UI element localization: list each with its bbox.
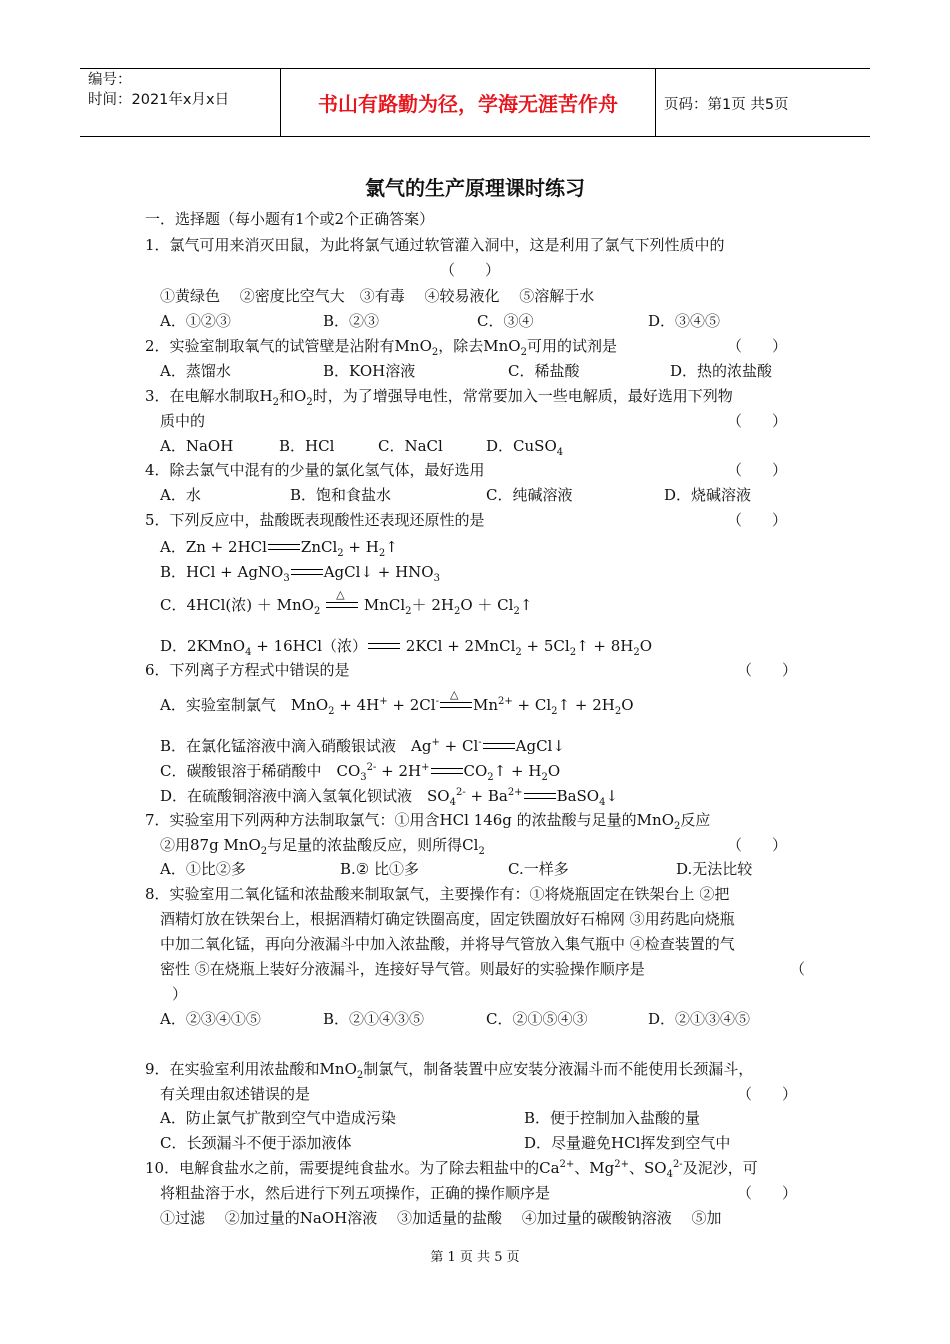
q8-line-2: 酒精灯放在铁架台上，根据酒精灯确定铁圈高度，固定铁圈放好石棉网 ③用药匙向烧瓶	[160, 910, 735, 928]
q2-option-a: A．蒸馏水	[160, 362, 231, 380]
q9-answer-bracket: （ ）	[737, 1085, 798, 1103]
q1-answer-bracket: （ ）	[440, 261, 501, 279]
q8-line-4: 密性 ⑤在烧瓶上装好分液漏斗，连接好导气管。则最好的实验操作顺序是	[160, 960, 645, 978]
equals-sign	[524, 791, 556, 803]
q3-answer-bracket: （ ）	[727, 412, 788, 430]
q8-bracket-close: ）	[172, 985, 188, 1003]
q8-option-a: A．②③④①⑤	[160, 1010, 261, 1028]
q1-properties: ①黄绿色 ②密度比空气大 ③有毒 ④较易液化 ⑤溶解于水	[160, 287, 595, 305]
q7-stem: 7．实验室用下列两种方法制取氯气：①用含HCl 146g 的浓盐酸与足量的MnO$_2$反应	[145, 811, 711, 832]
q4-option-a: A．水	[160, 486, 201, 504]
q9-line-2: 有关理由叙述错误的是	[160, 1085, 311, 1103]
q6-stem: 6．下列离子方程式中错误的是	[145, 661, 350, 679]
q8-option-c: C．②①⑤④③	[486, 1010, 588, 1028]
q3-option-a: A．NaOH	[160, 437, 234, 455]
delta-icon: △	[336, 588, 345, 601]
equals-sign	[268, 542, 300, 554]
q5-answer-bracket: （ ）	[727, 511, 788, 529]
q7-option-d: D.无法比较	[676, 860, 753, 878]
q3-option-d: D．CuSO$_4$	[486, 437, 564, 458]
q4-option-b: B．饱和食盐水	[290, 486, 392, 504]
q4-answer-bracket: （ ）	[727, 461, 788, 479]
q4-stem: 4．除去氯气中混有的少量的氯化氢气体，最好选用	[145, 461, 485, 479]
q3-option-b: B．HCl	[279, 437, 335, 455]
q4-option-d: D．烧碱溶液	[664, 486, 752, 504]
q1-stem: 1．氯气可用来消灭田鼠，为此将氯气通过软管灌入洞中，这是利用了氯气下列性质中的	[145, 236, 725, 254]
q5-option-b: B．HCl + AgNO$_3$ AgCl↓ + $HNO_3$	[160, 563, 440, 584]
page-title: 氯气的生产原理课时练习	[365, 176, 585, 200]
equals-sign	[431, 766, 463, 778]
q8-option-d: D．②①③④⑤	[648, 1010, 751, 1028]
header-meta	[88, 70, 229, 110]
q2-option-b: B．KOH溶液	[323, 362, 416, 380]
q9-option-c: C．长颈漏斗不便于添加液体	[160, 1134, 352, 1152]
date-label: 时间：2021年x月x日	[88, 92, 230, 108]
q9-line-1: 9．在实验室利用浓盐酸和MnO$_2$制氯气，制备装置中应安装分液漏斗而不能使用长颈漏斗，	[145, 1060, 754, 1081]
section-heading: 一．选择题（每小题有1个或2个正确答案）	[145, 210, 435, 228]
q9-option-b: B．便于控制加入盐酸的量	[524, 1109, 701, 1127]
q10-line-2: 将粗盐溶于水，然后进行下列五项操作，正确的操作顺序是	[160, 1184, 551, 1202]
q8-option-b: B．②①④③⑤	[323, 1010, 425, 1028]
q6-answer-bracket: （ ）	[737, 661, 798, 679]
q5-option-a: A．Zn + 2HCl ZnCl$_2$ + $H_2↑$	[160, 538, 398, 559]
q6-option-d: D．在硫酸铜溶液中滴入氢氧化钡试液 $SO_4^{2-} + Ba^{2+}$ BaSO$_4$↓	[160, 787, 619, 808]
q2-option-d: D．热的浓盐酸	[670, 362, 773, 380]
header-motto: 书山有路勤为径，学海无涯苦作舟	[318, 92, 618, 116]
q5-option-d: D．2KMnO$_4$ + 16HCl（浓） 2KCl + 2MnCl$_2$ + $5Cl_2↑ + 8H_2O$	[160, 637, 653, 658]
q7-answer-bracket: （ ）	[727, 836, 788, 854]
q4-option-c: C．纯碱溶液	[486, 486, 573, 504]
q7-option-c: C.一样多	[508, 860, 569, 878]
q10-answer-bracket: （ ）	[737, 1184, 798, 1202]
q6-option-c: C．碳酸银溶于稀硝酸中 $CO_3^{2-} + 2H^+$ $CO_2↑ + H_2O$	[160, 762, 561, 783]
q10-line-3: ①过滤 ②加过量的NaOH溶液 ③加适量的盐酸 ④加过量的碳酸钠溶液 ⑤加	[160, 1209, 722, 1227]
heating-equals-sign	[440, 688, 472, 712]
q7-option-a: A．①比②多	[160, 860, 246, 878]
page-footer: 第 1 页 共 5 页	[430, 1250, 520, 1265]
delta-icon: △	[449, 688, 459, 701]
heating-equals-sign	[326, 588, 358, 612]
q9-option-d: D．尽量避免HCl挥发到空气中	[524, 1134, 731, 1152]
q5-stem: 5．下列反应中，盐酸既表现酸性还表现还原性的是	[145, 511, 485, 529]
q1-option-c: C．③④	[477, 312, 534, 330]
header-bottom-rule	[80, 136, 870, 137]
q1-option-b: B．②③	[323, 312, 380, 330]
q3-option-c: C．NaCl	[378, 437, 443, 455]
header-divider-right	[655, 68, 656, 136]
header-top-rule	[80, 68, 870, 69]
q6-option-b: B．在氯化锰溶液中滴入硝酸银试液 Ag+ + Cl- AgCl↓	[160, 737, 565, 755]
q1-option-d: D．③④⑤	[648, 312, 721, 330]
q5-option-c: C．4HCl(浓) ＋ MnO$_2$ △ MnCl$_2$＋ $2H_2O$ ＋ $Cl_2↑$	[160, 595, 532, 615]
q8-bracket-open: （	[790, 960, 806, 978]
q7-stem-continued: ②用87g MnO$_2$与足量的浓盐酸反应，则所得$Cl_2$	[160, 836, 485, 857]
q7-option-b: B.② 比①多	[340, 860, 420, 878]
q1-option-a: A．①②③	[160, 312, 231, 330]
number-label: 编号：	[88, 72, 132, 88]
equals-sign	[291, 567, 323, 579]
equals-sign	[368, 641, 400, 653]
q6-option-a: A．实验室制氯气 MnO$_2$ + 4H+ + 2Cl- △ $Mn^{2+}$ + $Cl_2↑ + 2H_2O$	[160, 695, 634, 715]
q3-stem-continued: 质中的	[160, 412, 206, 430]
q2-answer-bracket: （ ）	[727, 337, 788, 355]
q2-option-c: C．稀盐酸	[508, 362, 580, 380]
q10-line-1: 10．电解食盐水之前，需要提纯食盐水。为了除去粗盐中的$Ca^{2+}$、$Mg^{2+}$、$SO_4^{2-}$及泥沙，可	[145, 1159, 758, 1180]
equals-sign	[483, 741, 515, 753]
q3-stem: 3．在电解水制取$H_2$和$O_2$时，为了增强导电性，常常要加入一些电解质，最好选用下列物	[145, 387, 733, 408]
q9-option-a: A．防止氯气扩散到空气中造成污染	[160, 1109, 396, 1127]
q8-line-1: 8．实验室用二氧化锰和浓盐酸来制取氯气，主要操作有：①将烧瓶固定在铁架台上 ②把	[145, 885, 730, 903]
q8-line-3: 中加二氧化锰，再向分液漏斗中加入浓盐酸，并将导气管放入集气瓶中 ④检查装置的气	[160, 935, 735, 953]
header-page-label: 页码：第1页 共5页	[664, 97, 789, 113]
q2-stem: 2．实验室制取氧气的试管壁是沾附有MnO$_2$，除去MnO$_2$可用的试剂是	[145, 337, 617, 358]
